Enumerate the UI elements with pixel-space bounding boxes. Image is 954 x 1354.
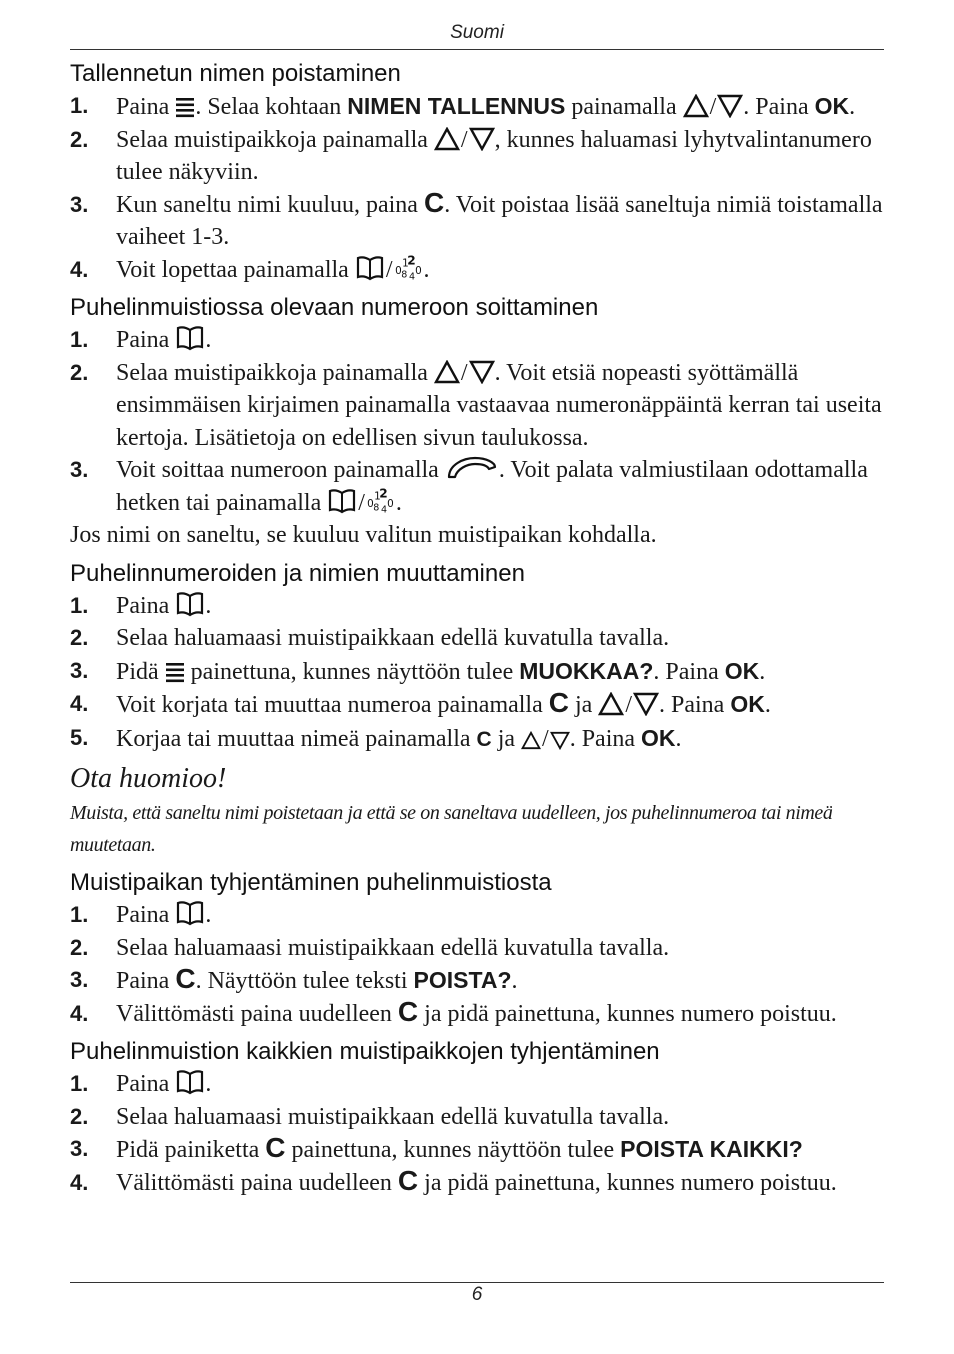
step-text-part: Välittömästi paina uudelleen [116, 1169, 392, 1196]
step-text [116, 1068, 884, 1101]
step-text-part: Paina [116, 327, 170, 353]
step-text-part: . Paina [658, 692, 725, 718]
step-text-part: . Paina [653, 658, 719, 685]
step-number: 4. [70, 256, 89, 282]
step-text-part: . [205, 1071, 212, 1097]
page-number: 6 [471, 1284, 483, 1305]
step [70, 622, 884, 655]
triangle-down-icon [469, 127, 495, 151]
page-content [70, 58, 884, 1201]
step-text [116, 590, 884, 623]
section-note-text: Jos nimi on saneltu, se kuuluu valitun muistipaikan kohdalla. [70, 522, 657, 548]
step-text-part: . [205, 592, 212, 619]
section-title: Muistipaikan tyhjentäminen puhelinmuistiosta [70, 869, 552, 896]
step-text-part: Paina [116, 592, 170, 619]
step-list [70, 90, 884, 286]
section-title: Puhelinmuistion kaikkien muistipaikkojen tyhjentäminen [70, 1038, 660, 1065]
step-text [116, 186, 884, 254]
step-text-part: . Voit palata valmiustilaan odottamalla hetken tai painamalla [116, 457, 868, 516]
step-text [116, 995, 884, 1031]
triangle-up-icon [434, 360, 460, 384]
phonebook-icon [175, 1069, 205, 1095]
note-title: Ota huomioo! [70, 763, 227, 794]
handset-icon [445, 455, 499, 481]
c-key-icon: C [548, 687, 569, 718]
step [70, 1101, 884, 1134]
step-text-part: . [675, 725, 682, 752]
step-number: 2. [70, 126, 89, 152]
step-text: Voit soittaa numeroon painamalla . Voit palata valmiustilaan odottamalla hetken tai painamalla / . [116, 457, 868, 516]
section-title: Puhelinnumeroiden ja nimien muuttaminen [70, 559, 525, 587]
step-text [116, 1133, 884, 1167]
step-text-part: Voit lopettaa painamalla [116, 256, 349, 283]
ok-key-label: OK [641, 724, 676, 751]
ok-key-label: OK [724, 657, 760, 684]
step-number: 1. [70, 93, 89, 118]
step-text-part: ja [497, 725, 516, 752]
section-delete-saved-name [70, 58, 884, 286]
step-number: 1. [70, 1071, 89, 1096]
display-keyword: MUOKKAA? [519, 657, 654, 684]
step-number: 1. [70, 902, 89, 927]
step [70, 357, 884, 455]
step-text: Voit lopettaa painamalla / . [116, 254, 884, 287]
step-text-part: Selaa muistipaikkoja painamalla [116, 359, 428, 386]
step-text-part: . [205, 327, 212, 353]
step-text-part: , kunnes haluamasi lyhytvalintanumero tulee näkyviin. [116, 126, 872, 185]
step-number: 3. [70, 967, 89, 992]
step-text-part: Korjaa tai muuttaa nimeä painamalla [116, 725, 471, 752]
step-text-part: . [764, 692, 771, 718]
step-text [116, 964, 884, 998]
step [70, 1133, 884, 1167]
phonebook-icon [327, 488, 357, 514]
step-text [116, 324, 884, 357]
step [70, 124, 884, 189]
step-text: Voit korjata tai muuttaa numeroa painamalla C ja / . Paina OK. [116, 687, 771, 718]
step-text-part: . Selaa kohtaan [195, 94, 342, 120]
section-title: Tallennetun nimen poistaminen [70, 60, 401, 87]
step-text: Selaa haluamaasi muistipaikkaan edellä kuvatulla tavalla. [116, 625, 670, 651]
step-text-part: Voit korjata tai muuttaa numeroa painamalla [116, 692, 543, 718]
c-key-icon: C [175, 963, 196, 994]
menu-lines-icon [165, 661, 185, 683]
step-text-part: Pidä painiketta [116, 1137, 260, 1163]
step-text-part: Paina [116, 902, 170, 928]
step-text [116, 1164, 884, 1200]
step-text-part: . Paina [569, 725, 636, 752]
step [70, 688, 884, 722]
step [70, 90, 884, 124]
ok-key-label: OK [730, 691, 765, 717]
phonebook-icon [175, 591, 205, 617]
section-call-from-phonebook [70, 292, 884, 552]
note-text: Muista, että saneltu nimi poistetaan ja että se on saneltava uudelleen, jos puhelinnumeroa tai nimeä muutetaan. [70, 802, 833, 856]
step-text-part: Välittömästi paina uudelleen [116, 1000, 392, 1027]
step-text-part: Selaa muistipaikkoja painamalla [116, 126, 428, 153]
step-text-part: Paina [116, 968, 170, 994]
step-text: Selaa muistipaikkoja painamalla / , kunnes haluamasi lyhytvalintanumero tulee näkyviin. [116, 126, 872, 185]
step-text [116, 655, 884, 689]
step-number: 1. [70, 327, 89, 352]
step-text-part: . [423, 256, 430, 283]
c-key-icon: C [476, 727, 492, 751]
step-number: 3. [70, 191, 89, 217]
step-text [116, 899, 884, 932]
step-number: 4. [70, 691, 89, 716]
footer-rule [70, 1282, 884, 1283]
step-text: Paina . Selaa kohtaan NIMEN TALLENNUS painamalla / . Paina OK. [116, 93, 856, 120]
step-text-part: . [759, 658, 766, 685]
step-number: 3. [70, 1136, 89, 1161]
triangle-up-icon [683, 94, 709, 118]
step-text-part: . Voit poistaa lisää saneltuja nimiä toistamalla vaiheet 1-3. [116, 191, 883, 250]
end-call-icon [366, 488, 396, 514]
step-number: 4. [70, 1169, 89, 1195]
running-head-language: Suomi [450, 22, 504, 43]
step-text-part: painamalla [571, 94, 677, 120]
step [70, 254, 884, 287]
step-number: 4. [70, 1000, 89, 1026]
section-clear-all-memory [70, 1036, 884, 1199]
display-keyword: POISTA KAIKKI? [620, 1136, 803, 1162]
step [70, 454, 884, 519]
step-text-part: painettuna, kunnes näyttöön tulee [190, 658, 514, 685]
ok-key-label: OK [814, 93, 850, 119]
step-number: 3. [70, 657, 89, 683]
step-text-part: painettuna, kunnes näyttöön tulee [291, 1137, 615, 1163]
step-number: 1. [70, 592, 89, 618]
c-key-icon: C [397, 1164, 419, 1196]
c-key-icon: C [397, 995, 419, 1027]
step-text-part: . Voit etsiä nopeasti syöttämällä ensimmäisen kirjaimen painamalla vastaavaa numeronäppäintä kerran tai useita kertoja. Lisätietoja on edellisen sivun taulukossa. [116, 359, 882, 451]
step-number: 2. [70, 359, 89, 385]
step-text-part: Paina [755, 94, 809, 120]
step-text-part: Kun saneltu nimi kuuluu, paina [116, 191, 418, 218]
note-box [70, 761, 884, 861]
step-number: 2. [70, 625, 89, 650]
triangle-down-icon [550, 731, 570, 750]
phonebook-icon [355, 255, 385, 281]
step [70, 1068, 884, 1101]
step-text: Selaa haluamaasi muistipaikkaan edellä kuvatulla tavalla. [116, 934, 670, 961]
step-text-part: . [849, 94, 856, 120]
step [70, 899, 884, 932]
triangle-down-icon [469, 360, 495, 384]
step-text: Korjaa tai muuttaa nimeä painamalla C ja / . Paina OK. [116, 724, 682, 752]
triangle-down-icon [717, 94, 743, 118]
step-text: Selaa muistipaikkoja painamalla / . Voit etsiä nopeasti syöttämällä ensimmäisen kirjaimen painamalla vastaavaa numeronäppäintä kerran tai useita kertoja. Lisätietoja on edellisen sivun taulukossa. [116, 359, 882, 451]
step [70, 722, 884, 756]
section-title: Puhelinmuistiossa olevaan numeroon soittaminen [70, 294, 599, 321]
display-keyword: POISTA? [413, 967, 512, 993]
step [70, 655, 884, 689]
triangle-down-icon [633, 692, 659, 716]
step-list [70, 899, 884, 1030]
step-text-part: ja pidä painettuna, kunnes numero poistuu. [424, 1169, 837, 1196]
step-number: 2. [70, 1103, 89, 1129]
step-text-part: Paina [116, 1071, 170, 1097]
step [70, 1164, 884, 1200]
step-text-part: ja pidä painettuna, kunnes numero poistuu. [424, 1000, 837, 1027]
step-text-part: . [205, 902, 212, 928]
triangle-up-icon [434, 127, 460, 151]
step-list [70, 324, 884, 519]
step-text-part: . Näyttöön tulee teksti [195, 968, 408, 994]
step-text-part: Pidä [116, 658, 159, 685]
section-edit-number-name [70, 558, 884, 756]
step [70, 590, 884, 623]
step-text-part: Paina [116, 94, 170, 120]
step [70, 186, 884, 254]
c-key-icon: C [423, 186, 445, 218]
step-number: 2. [70, 934, 89, 960]
step-text-part: Voit soittaa numeroon painamalla [116, 457, 439, 483]
phonebook-icon [175, 900, 205, 926]
step-list [70, 1068, 884, 1199]
step-text-part: . [511, 968, 518, 994]
end-call-icon [394, 255, 424, 281]
step-list [70, 590, 884, 756]
section-clear-memory-slot [70, 867, 884, 1030]
display-keyword: NIMEN TALLENNUS [347, 93, 566, 119]
step [70, 964, 884, 998]
step [70, 932, 884, 965]
menu-lines-icon [175, 96, 195, 118]
step-text-part: ja [574, 692, 593, 718]
triangle-up-icon [521, 731, 541, 750]
step-text: Selaa haluamaasi muistipaikkaan edellä kuvatulla tavalla. [116, 1103, 670, 1130]
step [70, 324, 884, 357]
header-rule [70, 49, 884, 50]
step-text-part: . [395, 489, 402, 516]
phonebook-icon [175, 325, 205, 351]
c-key-icon: C [265, 1132, 286, 1163]
step [70, 995, 884, 1031]
step-text-part: . [743, 94, 750, 120]
step-number: 3. [70, 457, 89, 482]
triangle-up-icon [598, 692, 624, 716]
step-number: 5. [70, 724, 89, 750]
